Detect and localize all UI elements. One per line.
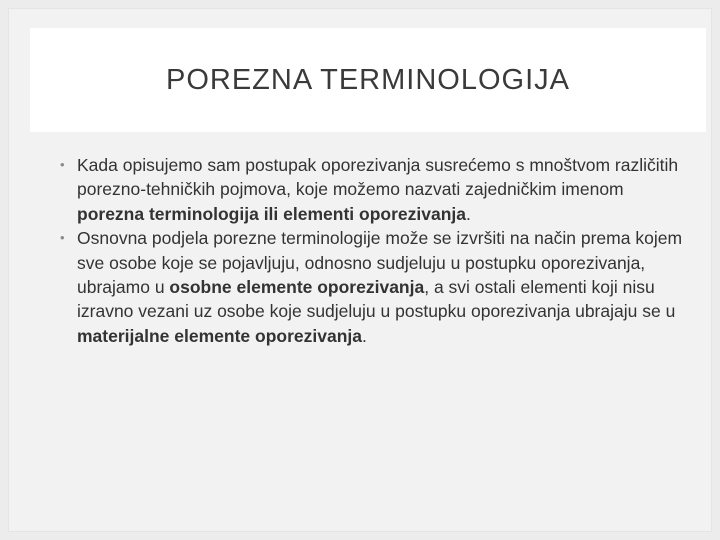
slide-title: POREZNA TERMINOLOGIJA — [166, 63, 570, 96]
bullet-icon: • — [60, 230, 65, 246]
bullet-text: . — [361, 325, 367, 346]
bullet-icon: • — [60, 157, 65, 172]
bullet-text: Osnovna podjela porezne terminologije može se izvršiti na način prema kojem sve osobe koje se pojavljuju, odnosno sudjeluju u postupku oporezivanja, ubrajamo u — [77, 228, 683, 298]
bold-term: porezna terminologija ili elementi oporezivanja — [77, 203, 466, 224]
bullet-text: . — [465, 203, 471, 224]
bullet-item — [60, 226, 690, 348]
bullet-text: , a svi ostali elementi koji nisu izravno vezani uz osobe koje sudjeluju u postupku oporezivanja ubrajaju se u — [77, 277, 676, 322]
bullet-text: Kada opisujemo sam postupak oporezivanja susrećemo s mnoštvom različitih porezno-tehničkih pojmova, koje možemo nazvati zajedničkim imenom — [77, 155, 679, 200]
slide — [8, 8, 712, 532]
bold-term: materijalne elemente oporezivanja — [77, 325, 362, 346]
slide-content — [60, 153, 690, 348]
bullet-item — [60, 153, 690, 226]
bold-term: osobne elemente oporezivanja — [169, 277, 425, 298]
title-box — [30, 28, 706, 132]
